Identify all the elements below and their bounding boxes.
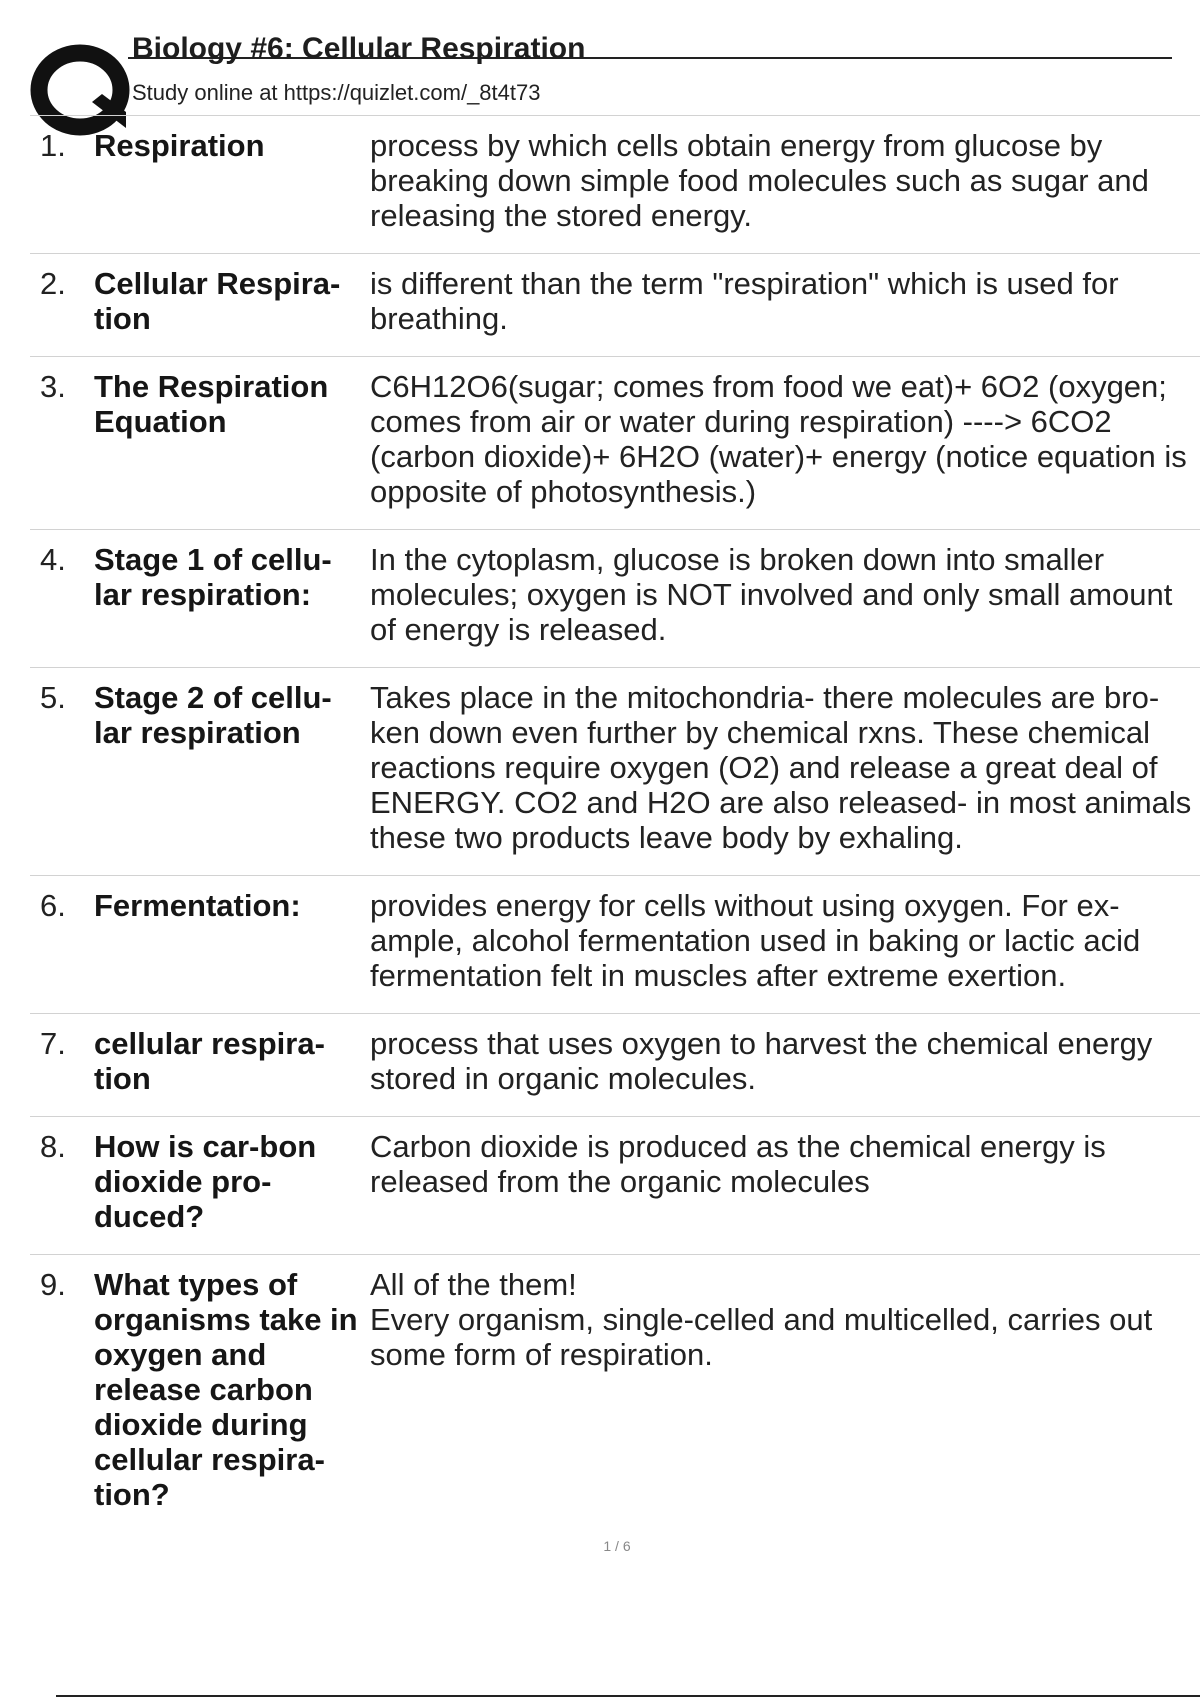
card-number: 7. [40,1026,66,1061]
card-number: 4. [40,542,66,577]
card-number: 6. [40,888,66,923]
card-term: The Respiration Equation [94,369,329,439]
card-definition: process by which cells obtain energy from glucose by breaking down simple food molecules such as sugar and releasing the stored energy. [370,128,1149,233]
card-number: 9. [40,1267,66,1302]
card-term: How is car-bon dioxide pro-duced? [94,1129,317,1234]
flashcard-row [30,876,1200,1014]
footer-divider [56,1695,1200,1697]
card-term: Fermentation: [94,888,301,923]
card-number: 2. [40,266,66,301]
card-definition: C6H12O6(sugar; comes from food we eat)+ 6O2 (oxygen; comes from air or water during respiration) ----> 6CO2 (carbon dioxide)+ 6H2O (water)+ energy (notice equation is opposite of photosynthesis.) [370,369,1187,509]
flashcard-row [30,1255,1200,1532]
flashcard-row [30,116,1200,254]
flashcard-row [30,530,1200,668]
card-number: 1. [40,128,66,163]
flashcard-row [30,254,1200,357]
card-definition: Takes place in the mitochondria- there molecules are bro-ken down even further by chemical rxns. These chemical reactions require oxygen (O2) and release a great deal of ENERGY. CO2 and H2O are also released- in most animals these two products leave body by exhaling. [370,680,1192,855]
card-number: 5. [40,680,66,715]
study-online-link[interactable]: Study online at https://quizlet.com/_8t4t73 [132,80,541,105]
card-term: Cellular Respira-tion [94,266,341,336]
card-term: cellular respira-tion [94,1026,325,1096]
card-definition: In the cytoplasm, glucose is broken down into smaller molecules; oxygen is NOT involved and only small amount of energy is released. [370,542,1173,647]
flashcard-list [30,116,1200,1532]
flashcard-row [30,668,1200,876]
card-term: Respiration [94,128,265,163]
card-definition: provides energy for cells without using oxygen. For ex-ample, alcohol fermentation used in baking or lactic acid fermentation felt in muscles after extreme exertion. [370,888,1141,993]
flashcard-row [30,1014,1200,1117]
flashcard-row [30,357,1200,530]
card-definition: Carbon dioxide is produced as the chemical energy is released from the organic molecules [370,1129,1106,1199]
card-definition: process that uses oxygen to harvest the chemical energy stored in organic molecules. [370,1026,1153,1096]
flashcard-row [30,1117,1200,1255]
card-term: Stage 2 of cellu-lar respiration [94,680,332,750]
document-title: Biology #6: Cellular Respiration [132,32,586,65]
card-definition: All of the them! Every organism, single-celled and multicelled, carries out some form of respiration. [370,1267,1153,1372]
card-term: Stage 1 of cellu-lar respiration: [94,542,332,612]
card-term: What types of organisms take in oxygen and release carbon dioxide during cellular respira-tion? [94,1267,358,1512]
page-number: 1 / 6 [603,1538,631,1554]
card-number: 3. [40,369,66,404]
card-definition: is different than the term "respiration" which is used for breathing. [370,266,1119,336]
page-header [30,28,1140,118]
card-number: 8. [40,1129,66,1164]
